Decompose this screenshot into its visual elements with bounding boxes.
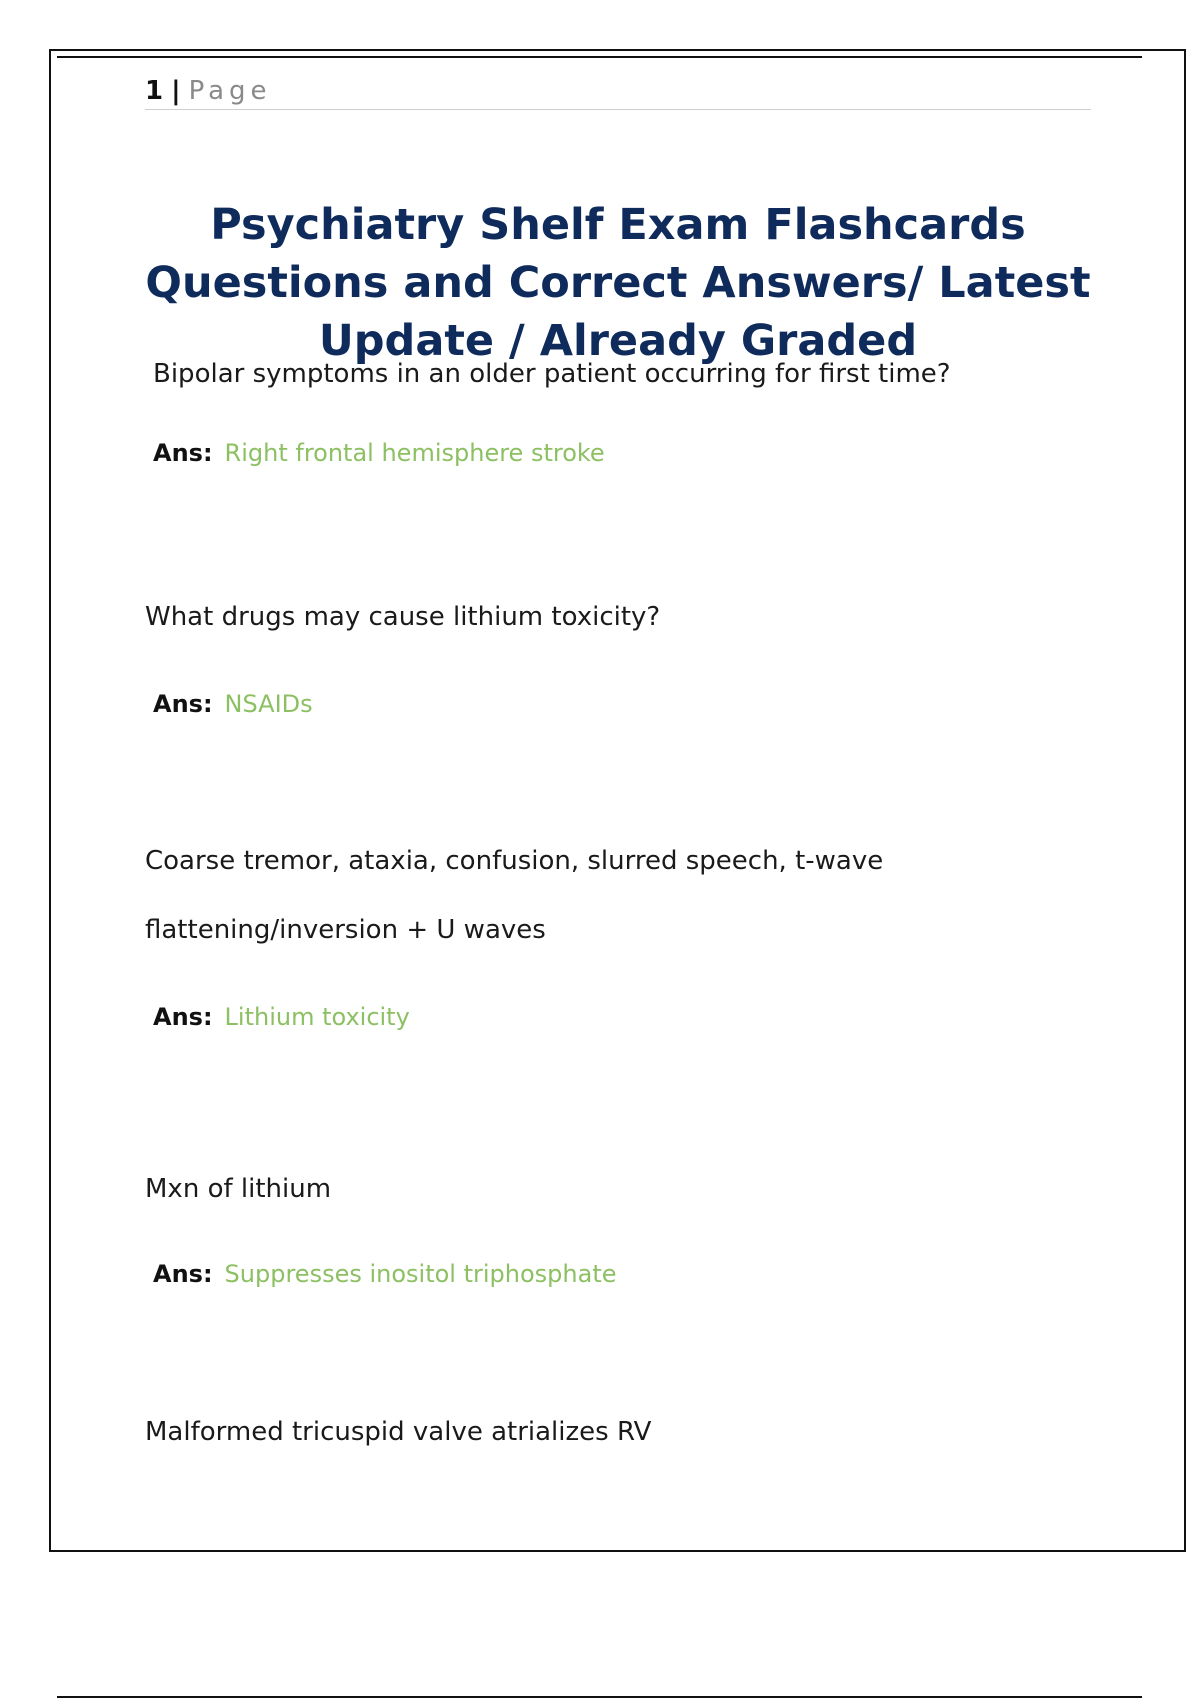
answer-text: NSAIDs (224, 690, 313, 718)
question-line: Malformed tricuspid valve atrializes RV (145, 1417, 652, 1447)
answer-row (145, 1257, 1085, 1291)
answer-label: Ans: (153, 690, 213, 718)
flashcard (145, 599, 1085, 721)
answer-text: Suppresses inositol triphosphate (224, 1260, 617, 1288)
question-line: Mxn of lithium (145, 1174, 332, 1204)
question-line: Bipolar symptoms in an older patient occurring for first time? (153, 359, 951, 389)
answer-label: Ans: (153, 439, 213, 467)
flashcard (145, 1171, 1085, 1291)
answer-text: Lithium toxicity (224, 1003, 410, 1031)
flashcard (145, 356, 1085, 470)
page-label: Page (188, 76, 272, 106)
answer-row (145, 687, 1085, 721)
header-separator: | (171, 76, 181, 106)
bottom-rule (57, 1696, 1142, 1698)
answer-label: Ans: (153, 1003, 213, 1031)
flashcard (145, 843, 1085, 1034)
question-line: Coarse tremor, ataxia, confusion, slurred speech, t-wave (145, 846, 884, 876)
answer-text: Right frontal hemisphere stroke (224, 439, 605, 467)
question-line: flattening/inversion + U waves (145, 915, 546, 945)
question-line: What drugs may cause lithium toxicity? (145, 602, 661, 632)
answer-row (145, 436, 1085, 470)
flashcard (145, 1414, 1085, 1450)
page-number: 1 (145, 76, 164, 106)
document-title: Psychiatry Shelf Exam Flashcards Questions and Correct Answers/ Latest Update / Already Graded (145, 200, 1091, 366)
page-header (145, 74, 1091, 110)
answer-label: Ans: (153, 1260, 213, 1288)
answer-row (145, 1000, 1085, 1034)
